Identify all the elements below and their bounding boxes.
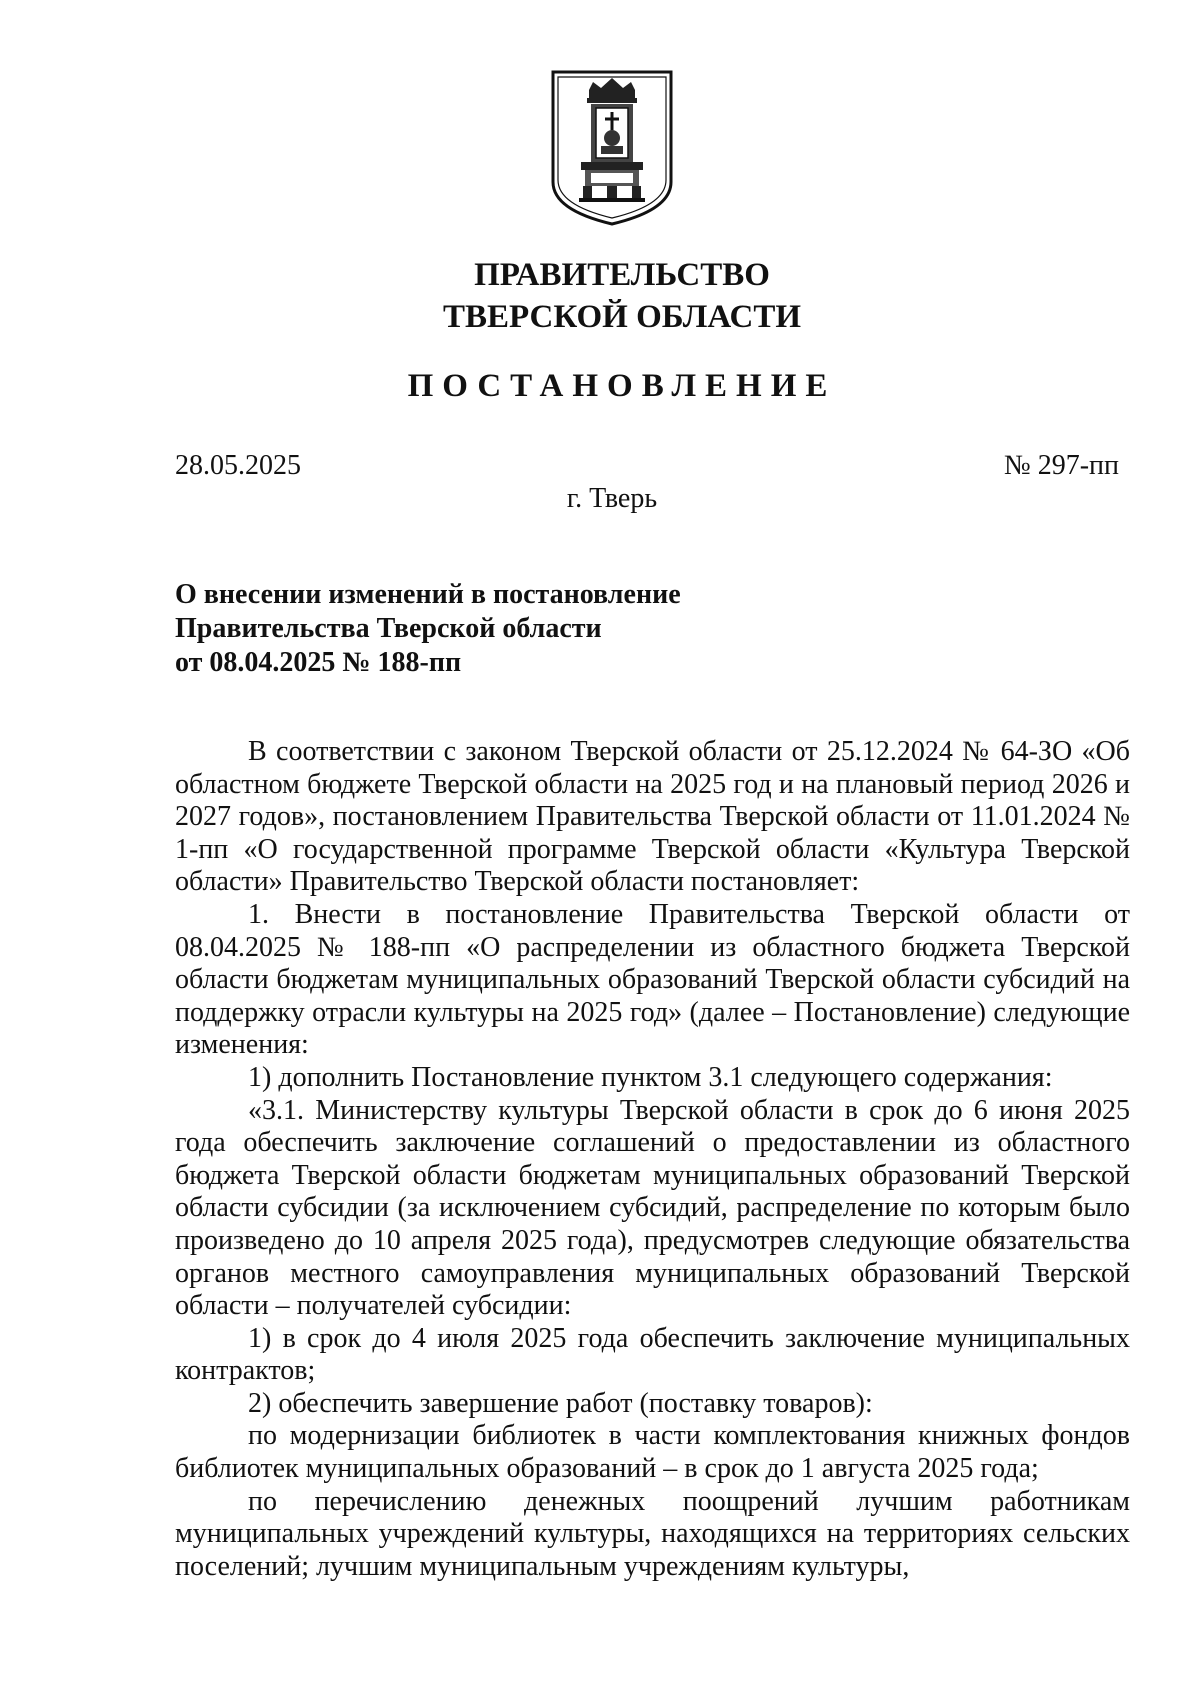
body-paragraph: по модернизации библиотек в части комплектования книжных фондов библиотек муниципальных образований – в срок до 1 августа 2025 года; [175, 1420, 1130, 1485]
government-title-line2: ТВЕРСКОЙ ОБЛАСТИ [442, 299, 802, 335]
government-title [0, 254, 1200, 338]
body-paragraph: 2) обеспечить завершение работ (поставку товаров): [248, 1387, 873, 1419]
body-paragraph: по перечислению денежных поощрений лучшим работникам муниципальных учреждений культуры, находящихся на территориях сельских поселений; лучшим муниципальным учреждениям культуры, [175, 1485, 1130, 1582]
document-type: ПОСТАНОВЛЕНИЕ [407, 368, 837, 404]
document-body [175, 736, 1130, 1583]
government-title-line1: ПРАВИТЕЛЬСТВО [474, 257, 770, 293]
document-subject [175, 578, 895, 680]
document-date: 28.05.2025 [175, 450, 301, 481]
document-number: № 297-пп [1003, 450, 1119, 481]
body-paragraph: «3.1. Министерству культуры Тверской области в срок до 6 июня 2025 года обеспечить заключение соглашений о предоставлении из областного бюджета Тверской области бюджетам муниципальных образований Тверской области субсидии (за исключением субсидий, распределение по которым было произведено до 10 апреля 2025 года), предусмотрев следующие обязательства органов местного самоуправления муниципальных образований Тверской области – получателей субсидии: [175, 1094, 1130, 1322]
body-paragraph: В соответствии с законом Тверской области от 25.12.2024 № 64-ЗО «Об областном бюджете Тверской области на 2025 год и на плановый период 2026 и 2027 годов», постановлением Правительства Тверской области от 11.01.2024 № 1-пп «О государственной программе Тверской области «Культура Тверской области» Правительство Тверской области постановляет: [175, 736, 1130, 898]
subject-line: О внесении изменений в постановление [175, 579, 681, 610]
body-paragraph: 1) дополнить Постановление пунктом 3.1 следующего содержания: [248, 1061, 1053, 1093]
document-city: г. Тверь [566, 483, 658, 514]
coat-of-arms-icon [551, 70, 673, 226]
body-paragraph: 1. Внести в постановление Правительства Тверской области от 08.04.2025 № 188-пп «О распределении из областного бюджета Тверской области бюджетам муниципальных образований Тверской области субсидий на поддержку отрасли культуры на 2025 год» (далее – Постановление) следующие изменения: [175, 898, 1130, 1061]
body-paragraph: 1) в срок до 4 июля 2025 года обеспечить заключение муниципальных контрактов; [175, 1322, 1130, 1387]
subject-line: от 08.04.2025 № 188-пп [175, 647, 462, 678]
subject-line: Правительства Тверской области [175, 613, 602, 644]
